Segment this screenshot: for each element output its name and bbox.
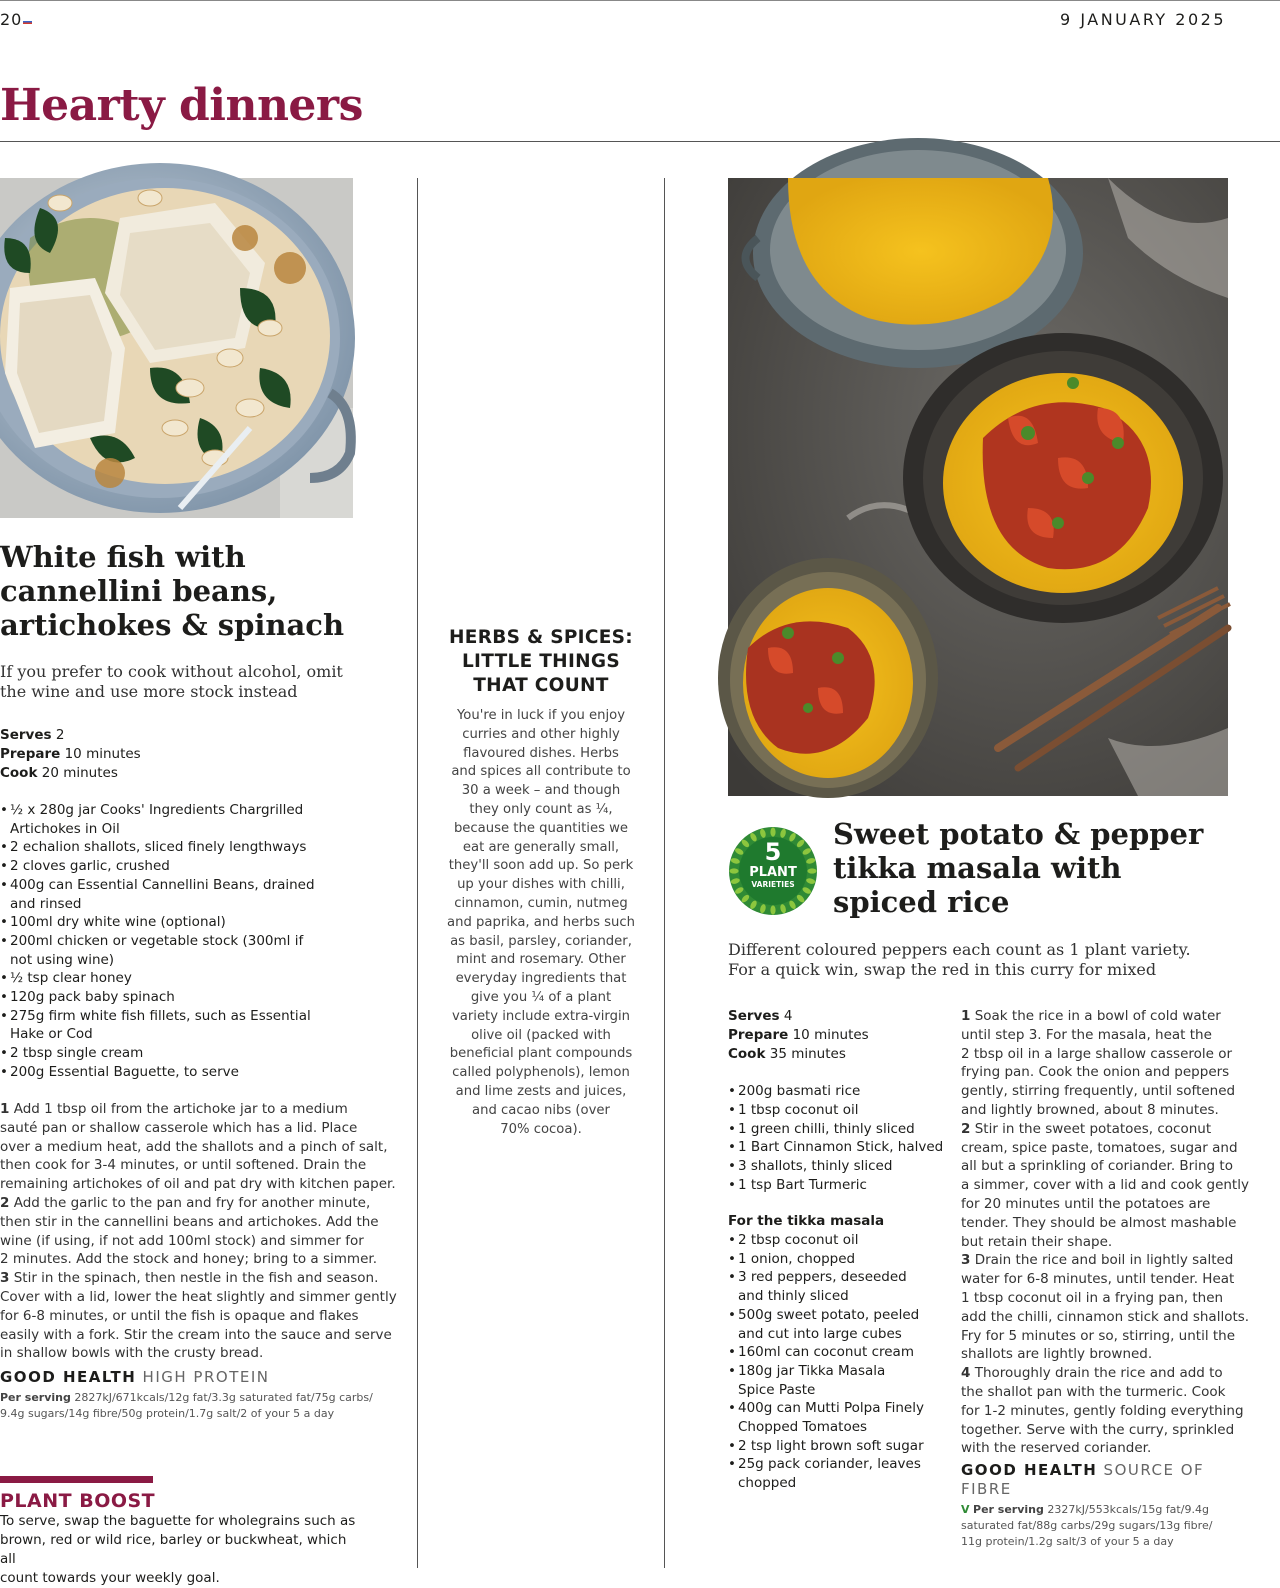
ingredient-line: • 1 onion, chopped — [738, 1250, 856, 1267]
step-number: 1 — [0, 1101, 10, 1117]
ingredient-line: • 2 tbsp single cream — [10, 1045, 144, 1062]
method-line: for 6-8 minutes, or until the fish is opaque and flakes — [0, 1307, 359, 1324]
ingredient-line: • 3 shallots, thinly sliced — [738, 1158, 893, 1175]
sidebar-body-line: and spices all contribute to — [451, 764, 631, 780]
method-line: then stir in the cannellini beans and artichokes. Add the — [0, 1213, 379, 1230]
recipe-2-title — [833, 817, 1273, 919]
ingredient-line: • ½ x 280g jar Cooks' Ingredients Chargrilled — [10, 802, 304, 818]
ingredient-item — [728, 1231, 953, 1250]
ingredient-line: • 2 echalion shallots, sliced finely lengthways — [10, 839, 307, 856]
sidebar-title-line: THAT COUNT — [473, 675, 609, 696]
ingredient-line: • 2 tsp light brown soft sugar — [738, 1437, 924, 1454]
ingredient-line: • 200g basmati rice — [738, 1083, 861, 1099]
method-step — [961, 1007, 1276, 1120]
ingredient-line: • 200g Essential Baguette, to serve — [10, 1063, 239, 1080]
method-line: 1 Soak the rice in a bowl of cold water — [961, 1008, 1221, 1024]
ingredient-line: • 25g pack coriander, leaves — [738, 1456, 921, 1473]
recipe-1-ingredients — [0, 801, 410, 1082]
ingredient-item — [728, 1399, 953, 1436]
plant-varieties-badge — [728, 826, 818, 916]
sidebar-body-line: flavoured dishes. Herbs — [463, 745, 619, 761]
method-line: water for 6-8 minutes, until tender. Heat — [961, 1271, 1235, 1288]
recipe-1-nutrition-line: Per serving 2827kJ/671kcals/12g fat/3.3g saturated fat/75g carbs/ — [0, 1391, 373, 1404]
recipe-1-intro-line: the wine and use more stock instead — [0, 682, 298, 701]
ingredient-line: • 1 tsp Bart Turmeric — [738, 1176, 867, 1193]
sidebar-body-line: mint and rosemary. Other — [456, 952, 626, 968]
method-line: 3 Drain the rice and boil in lightly salted — [961, 1252, 1234, 1269]
ingredient-line: • 200ml chicken or vegetable stock (300ml if — [10, 932, 304, 949]
ingredient-line: Chopped Tomatoes — [738, 1419, 868, 1436]
method-line: 2 Add the garlic to the pan and fry for another minute, — [0, 1194, 371, 1211]
sidebar-body-line: variety include extra-virgin — [451, 1008, 631, 1024]
method-line: Cover with a lid, lower the heat slightly and simmer gently — [0, 1288, 397, 1305]
ingredient-line: • 2 tbsp coconut oil — [738, 1232, 859, 1248]
masala-ingredients — [728, 1231, 953, 1493]
ingredient-item — [728, 1101, 953, 1120]
method-step — [961, 1364, 1276, 1458]
ingredient-line: • 100ml dry white wine (optional) — [10, 914, 226, 931]
ingredient-line: • 1 green chilli, thinly sliced — [738, 1120, 915, 1137]
sidebar-body-line: beneficial plant compounds — [449, 1046, 633, 1062]
ingredient-item — [0, 801, 410, 838]
method-line: gently, stirring frequently, until softened — [961, 1083, 1236, 1100]
ingredient-item — [0, 1063, 410, 1082]
recipe-1-serves: Serves 2 — [0, 727, 65, 743]
method-line: add the chilli, cinnamon stick and shallots. — [961, 1308, 1250, 1325]
sidebar-body-line: cinnamon, cumin, nutmeg — [454, 895, 628, 911]
ingredient-line: chopped — [738, 1475, 797, 1492]
method-line: for 20 minutes until the potatoes are — [961, 1195, 1211, 1212]
sidebar-body-line: and lime zests and juices, — [455, 1083, 627, 1099]
method-line: tender. They should be almost mashable — [961, 1214, 1237, 1231]
ingredient-item — [728, 1176, 953, 1195]
ingredient-item — [728, 1455, 953, 1492]
recipe-2-good-health: GOOD HEALTH SOURCE OF FIBRE — [961, 1461, 1205, 1498]
ingredient-item — [0, 1044, 410, 1063]
ingredient-item — [0, 857, 410, 876]
ingredient-line: and cut into large cubes — [738, 1325, 902, 1342]
sidebar-body-line: give you ¼ of a plant — [470, 989, 612, 1005]
sidebar-body-line: 30 a week – and though — [461, 783, 621, 799]
method-line: all but a sprinkling of coriander. Bring to — [961, 1158, 1233, 1175]
method-line: over a medium heat, add the shallots and a pinch of salt, — [0, 1138, 388, 1155]
ingredient-item — [728, 1082, 953, 1101]
plant-boost-line: count towards your weekly goal. — [0, 1570, 220, 1586]
recipe-1-title — [0, 540, 410, 642]
ingredient-line: • 180g jar Tikka Masala — [738, 1362, 886, 1379]
ingredient-item — [0, 932, 410, 969]
recipe-1-title-line: cannellini beans, — [0, 574, 278, 608]
ingredient-line: • 2 cloves garlic, crushed — [10, 858, 170, 875]
recipe-1-title-line: artichokes & spinach — [0, 608, 345, 642]
ingredient-line: • ½ tsp clear honey — [10, 970, 132, 987]
ingredient-item — [728, 1120, 953, 1139]
recipe-2-nutrition — [961, 1502, 1276, 1550]
recipe-2-title-line: Sweet potato & pepper — [833, 817, 1204, 851]
method-step — [961, 1251, 1276, 1364]
recipe-1-method — [0, 1100, 410, 1363]
method-line: in shallow bowls with the crusty bread. — [0, 1345, 264, 1362]
plant-boost-bar — [0, 1476, 153, 1483]
section-title: Hearty dinners — [0, 80, 363, 131]
ingredient-item — [728, 1343, 953, 1362]
sidebar-body-line: You're in luck if you enjoy — [456, 708, 626, 723]
issue-date: 9 JANUARY 2025 — [1060, 10, 1226, 29]
ingredient-item — [0, 988, 410, 1007]
recipe-2-title-line: tikka masala with — [833, 851, 1122, 885]
top-rule — [0, 0, 1280, 1]
tikka-masala-photo — [728, 178, 1228, 796]
recipe-1-intro — [0, 662, 410, 702]
column-divider-left — [417, 178, 418, 1568]
plant-boost-line: brown, red or wild rice, barley or buckwheat, which all — [0, 1532, 347, 1567]
recipe-2-ingredients — [728, 1082, 953, 1195]
recipe-2-intro-line: Different coloured peppers each count as 1 plant variety. — [728, 940, 1191, 959]
method-line: 3 Stir in the spinach, then nestle in the fish and season. — [0, 1270, 379, 1287]
ingredient-line: • 1 tbsp coconut oil — [738, 1101, 859, 1118]
sidebar-body-line: everyday ingredients that — [455, 971, 627, 987]
method-line: a simmer, cover with a lid and cook gently — [961, 1177, 1249, 1194]
step-number: 2 — [961, 1120, 971, 1137]
method-line: sauté pan or shallow casserole which has a lid. Place — [0, 1119, 358, 1136]
ingredient-line: • 400g can Essential Cannellini Beans, drained — [10, 876, 315, 893]
ingredient-item — [728, 1268, 953, 1305]
method-line: until step 3. For the masala, heat the — [961, 1026, 1212, 1043]
recipe-1-good-health: GOOD HEALTH HIGH PROTEIN — [0, 1368, 270, 1386]
method-line: but retain their shape. — [961, 1233, 1113, 1250]
step-number: 3 — [0, 1270, 10, 1287]
sidebar-title — [430, 626, 652, 698]
sidebar-title-line: HERBS & SPICES: — [448, 627, 633, 648]
ingredient-item — [0, 838, 410, 857]
ingredient-line: and thinly sliced — [738, 1288, 849, 1305]
ingredient-item — [728, 1250, 953, 1269]
page-number-mark — [23, 21, 32, 24]
recipe-2-nutrition-line: saturated fat/88g carbs/29g sugars/13g fibre/ — [961, 1519, 1213, 1532]
recipe-2-method — [961, 1007, 1276, 1458]
step-number: 1 — [961, 1008, 971, 1024]
sidebar-body-line: 70% cocoa). — [500, 1121, 582, 1137]
method-line: with the reserved coriander. — [961, 1440, 1152, 1457]
sidebar-body-line: as basil, parsley, coriander, — [450, 933, 632, 949]
step-number: 4 — [961, 1365, 971, 1382]
method-step — [0, 1100, 410, 1194]
plant-boost-line: To serve, swap the baguette for wholegrains such as — [0, 1513, 356, 1529]
sidebar-body-line: olive oil (packed with — [471, 1027, 611, 1043]
plant-boost-title: PLANT BOOST — [0, 1490, 156, 1512]
recipe-1-prepare: Prepare 10 minutes — [0, 746, 141, 762]
method-step — [0, 1194, 410, 1269]
method-line: cream, spice paste, tomatoes, sugar and — [961, 1139, 1238, 1156]
sidebar-body-line: up your dishes with chilli, — [457, 877, 625, 893]
method-line: and lightly browned, about 8 minutes. — [961, 1101, 1219, 1118]
recipe-1-title-line: White fish with — [0, 540, 246, 574]
badge-sub: VARIETIES — [751, 880, 795, 889]
recipe-1-nutrition-line: 9.4g sugars/14g fibre/50g protein/1.7g salt/2 of your 5 a day — [0, 1407, 335, 1420]
ingredient-line: • 400g can Mutti Polpa Finely — [738, 1400, 924, 1417]
sidebar-body-line: and cacao nibs (over — [472, 1102, 610, 1118]
method-line: together. Serve with the curry, sprinkled — [961, 1421, 1235, 1438]
ingredient-item — [0, 969, 410, 988]
sidebar-body-line: curries and other highly — [462, 726, 620, 742]
sidebar-body — [430, 707, 652, 1139]
sidebar-body-line: and paprika, and herbs such — [447, 914, 635, 930]
method-line: remaining artichokes of oil and pat dry with kitchen paper. — [0, 1176, 396, 1193]
badge-number: 5 — [764, 838, 782, 866]
recipe-1-meta — [0, 726, 141, 783]
recipe-2-intro-line: For a quick win, swap the red in this curry for mixed — [728, 960, 1157, 979]
ingredient-line: not using wine) — [10, 951, 115, 968]
plant-boost-text — [0, 1512, 360, 1588]
recipe-2-nutrition-line: V Per serving 2327kJ/553kcals/15g fat/9.4g — [961, 1503, 1209, 1516]
method-line: 2 minutes. Add the stock and honey; bring to a simmer. — [0, 1251, 377, 1268]
ingredient-item — [0, 876, 410, 913]
fish-dish-photo — [0, 178, 353, 518]
step-number: 2 — [0, 1194, 10, 1211]
ingredient-item — [728, 1306, 953, 1343]
method-line: wine (if using, if not add 100ml stock) and simmer for — [0, 1232, 364, 1249]
recipe-1-intro-line: If you prefer to cook without alcohol, omit — [0, 662, 343, 681]
method-step — [0, 1269, 410, 1363]
sidebar-body-line: because the quantities we — [453, 820, 629, 836]
page-number: 20 — [0, 10, 32, 29]
sidebar-title-line: LITTLE THINGS — [461, 651, 621, 672]
method-line: the shallot pan with the turmeric. Cook — [961, 1383, 1226, 1400]
recipe-2-meta — [728, 1007, 869, 1064]
ingredient-line: and rinsed — [10, 895, 82, 912]
sidebar-body-line: eat are generally small, — [462, 839, 620, 855]
ingredient-line: • 275g firm white fish fillets, such as Essential — [10, 1007, 311, 1024]
method-line: 1 tbsp coconut oil in a frying pan, then — [961, 1289, 1224, 1306]
ingredient-item — [728, 1138, 953, 1157]
recipe-2-serves: Serves 4 — [728, 1008, 793, 1024]
method-line: easily with a fork. Stir the cream into the sauce and serve — [0, 1326, 392, 1343]
method-line: 1 Add 1 tbsp oil from the artichoke jar to a medium — [0, 1101, 348, 1117]
section-rule — [0, 141, 1280, 142]
sidebar-body-line: they'll soon add up. So perk — [448, 858, 634, 874]
recipe-2-nutrition-line: 11g protein/1.2g salt/3 of your 5 a day — [961, 1535, 1174, 1548]
method-step — [961, 1120, 1276, 1252]
sidebar-body-line: they only count as ¼, — [469, 801, 613, 817]
method-line: 4 Thoroughly drain the rice and add to — [961, 1365, 1223, 1382]
ingredient-item — [0, 913, 410, 932]
recipe-2-cook: Cook 35 minutes — [728, 1046, 846, 1062]
method-line: 2 Stir in the sweet potatoes, coconut — [961, 1120, 1212, 1137]
ingredient-line: • 1 Bart Cinnamon Stick, halved — [738, 1139, 944, 1156]
recipe-2-title-line: spiced rice — [833, 885, 1010, 919]
recipe-2-prepare: Prepare 10 minutes — [728, 1027, 869, 1043]
ingredient-item — [728, 1362, 953, 1399]
method-line: 2 tbsp oil in a large shallow casserole or — [961, 1045, 1233, 1062]
masala-heading: For the tikka masala — [728, 1213, 885, 1229]
ingredient-line: • 120g pack baby spinach — [10, 989, 175, 1006]
recipe-1-nutrition — [0, 1390, 410, 1422]
ingredient-line: Artichokes in Oil — [10, 820, 120, 837]
ingredient-line: • 500g sweet potato, peeled — [738, 1306, 920, 1323]
ingredient-line: • 160ml can coconut cream — [738, 1344, 914, 1361]
recipe-2-intro — [728, 940, 1268, 980]
method-line: shallots are lightly browned. — [961, 1346, 1153, 1363]
ingredient-line: • 3 red peppers, deseeded — [738, 1269, 907, 1286]
ingredient-item — [728, 1157, 953, 1176]
badge-word: PLANT — [749, 865, 797, 880]
method-line: Fry for 5 minutes or so, stirring, until the — [961, 1327, 1236, 1344]
vegan-mark: V — [961, 1503, 970, 1516]
ingredient-item — [728, 1437, 953, 1456]
ingredient-line: Hake or Cod — [10, 1026, 93, 1043]
ingredient-item — [0, 1007, 410, 1044]
column-divider-right — [664, 178, 665, 1568]
method-line: frying pan. Cook the onion and peppers — [961, 1064, 1230, 1081]
method-line: then cook for 3-4 minutes, or until softened. Drain the — [0, 1157, 367, 1174]
step-number: 3 — [961, 1252, 971, 1269]
method-line: for 1-2 minutes, gently folding everything — [961, 1402, 1244, 1419]
ingredient-line: Spice Paste — [738, 1381, 816, 1398]
recipe-1-cook: Cook 20 minutes — [0, 765, 118, 781]
sidebar-body-line: called polyphenols), lemon — [452, 1065, 630, 1081]
